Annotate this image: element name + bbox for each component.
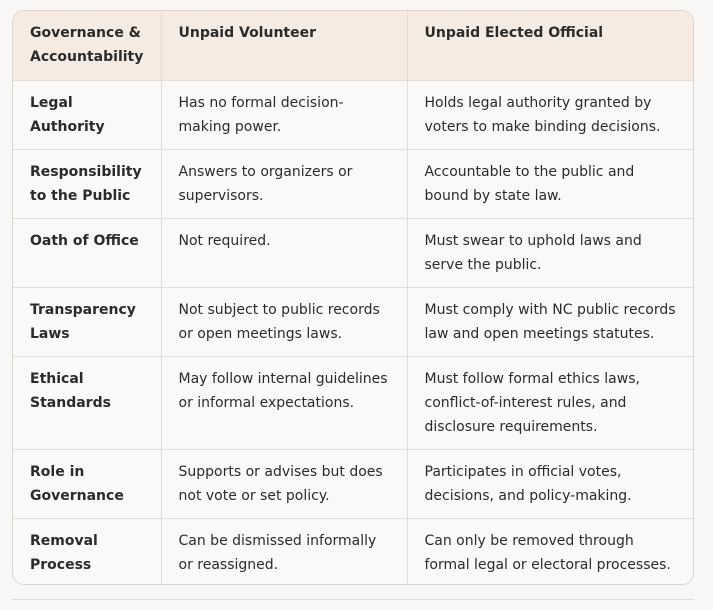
header-governance: Governance & Accountability <box>13 11 161 80</box>
table-row <box>13 287 694 356</box>
table-header-row <box>13 11 694 80</box>
volunteer-cell: Has no formal decision-making power. <box>161 80 407 149</box>
row-label: Transparency Laws <box>13 287 161 356</box>
volunteer-cell: Can be dismissed informally or reassigned. <box>161 518 407 585</box>
table-row <box>13 80 694 149</box>
row-label: Removal Process <box>13 518 161 585</box>
header-unpaid-volunteer: Unpaid Volunteer <box>161 11 407 80</box>
volunteer-cell: May follow internal guidelines or informal expectations. <box>161 356 407 449</box>
official-cell: Must follow formal ethics laws, conflict-of-interest rules, and disclosure requirements. <box>407 356 694 449</box>
row-label: Legal Authority <box>13 80 161 149</box>
header-unpaid-elected-official: Unpaid Elected Official <box>407 11 694 80</box>
table-row <box>13 149 694 218</box>
row-label: Ethical Standards <box>13 356 161 449</box>
official-cell: Can only be removed through formal legal or electoral processes. <box>424 532 671 573</box>
row-label: Oath of Office <box>13 218 161 287</box>
volunteer-cell: Supports or advises but does not vote or set policy. <box>161 449 407 518</box>
table-row <box>13 218 694 287</box>
comparison-table <box>13 11 694 585</box>
volunteer-cell: Not required. <box>161 218 407 287</box>
row-label: Responsibility to the Public <box>13 149 161 218</box>
bottom-divider <box>12 599 694 600</box>
volunteer-cell: Not subject to public records or open meetings laws. <box>161 287 407 356</box>
table-row <box>13 449 694 518</box>
table-row <box>13 356 694 449</box>
official-cell: Accountable to the public and bound by state law. <box>407 149 694 218</box>
official-cell: Must swear to uphold laws and serve the public. <box>407 218 694 287</box>
official-cell: Must comply with NC public records law and open meetings statutes. <box>407 287 694 356</box>
volunteer-cell: Answers to organizers or supervisors. <box>161 149 407 218</box>
official-cell: Holds legal authority granted by voters to make binding decisions. <box>407 80 694 149</box>
official-cell: Participates in official votes, decisions, and policy-making. <box>407 449 694 518</box>
row-label: Role in Governance <box>13 449 161 518</box>
comparison-table-card <box>12 10 694 585</box>
table-row <box>13 518 694 585</box>
